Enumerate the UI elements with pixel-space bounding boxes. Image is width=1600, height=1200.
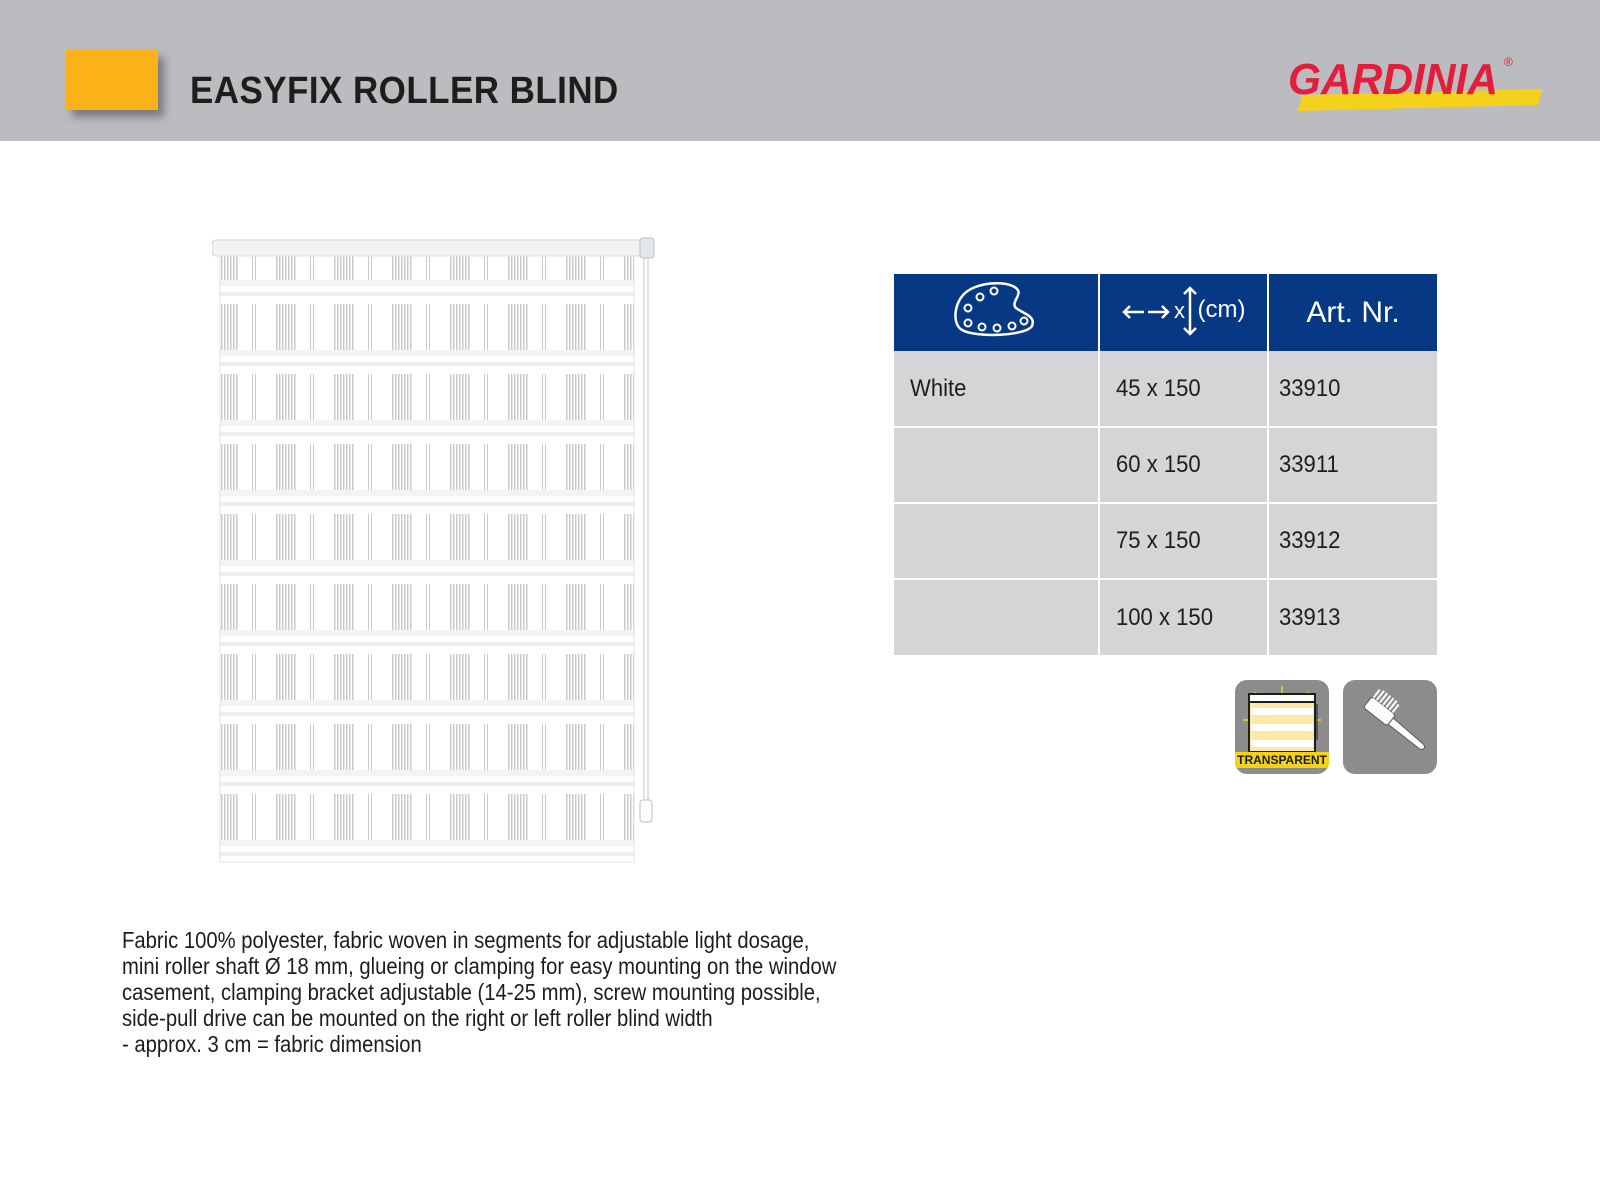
size-column-header [1099, 274, 1268, 351]
article-table [894, 274, 1437, 655]
page-title: EASYFIX ROLLER BLIND [190, 70, 619, 112]
accent-box [66, 50, 158, 110]
product-description [122, 927, 837, 1057]
care-badge [1343, 680, 1437, 774]
svg-text:GARDINIA: GARDINIA [1288, 55, 1498, 104]
transparent-badge [1235, 680, 1329, 774]
width-height-arrows-icon [1122, 280, 1246, 340]
roller-blind-image [212, 234, 662, 864]
art-nr-cell: 33912 [1268, 503, 1437, 579]
table-row [894, 427, 1437, 503]
palette-icon [954, 280, 1038, 340]
description-line: casement, clamping bracket adjustable (14-25 mm), screw mounting possible, [122, 979, 821, 1005]
description-line: side-pull drive can be mounted on the right or left roller blind width [122, 1005, 713, 1031]
color-cell: White [894, 351, 1099, 427]
transparent-label: TRANSPARENT [1235, 752, 1329, 768]
description-line: - approx. 3 cm = fabric dimension [122, 1031, 422, 1057]
color-cell [894, 427, 1099, 503]
size-unit-label: (cm) [1197, 296, 1246, 323]
svg-text:x: x [1173, 298, 1185, 323]
art-nr-cell: 33913 [1268, 579, 1437, 655]
size-cell: 100 x 150 [1099, 579, 1268, 655]
art-nr-column-header: Art. Nr. [1268, 274, 1437, 351]
size-cell: 75 x 150 [1099, 503, 1268, 579]
table-row [894, 351, 1437, 427]
gardinia-logo[interactable] [1286, 48, 1546, 118]
size-cell: 45 x 150 [1099, 351, 1268, 427]
art-nr-cell: 33911 [1268, 427, 1437, 503]
table-row [894, 579, 1437, 655]
size-cell: 60 x 150 [1099, 427, 1268, 503]
color-column-header [894, 274, 1099, 351]
description-line: mini roller shaft Ø 18 mm, glueing or clamping for easy mounting on the window [122, 953, 837, 979]
color-cell [894, 503, 1099, 579]
brush-care-icon [1343, 680, 1437, 774]
svg-text:®: ® [1504, 55, 1513, 69]
color-cell [894, 579, 1099, 655]
header-bar [0, 0, 1600, 141]
table-row [894, 503, 1437, 579]
art-nr-cell: 33910 [1268, 351, 1437, 427]
description-line: Fabric 100% polyester, fabric woven in segments for adjustable light dosage, [122, 927, 810, 953]
